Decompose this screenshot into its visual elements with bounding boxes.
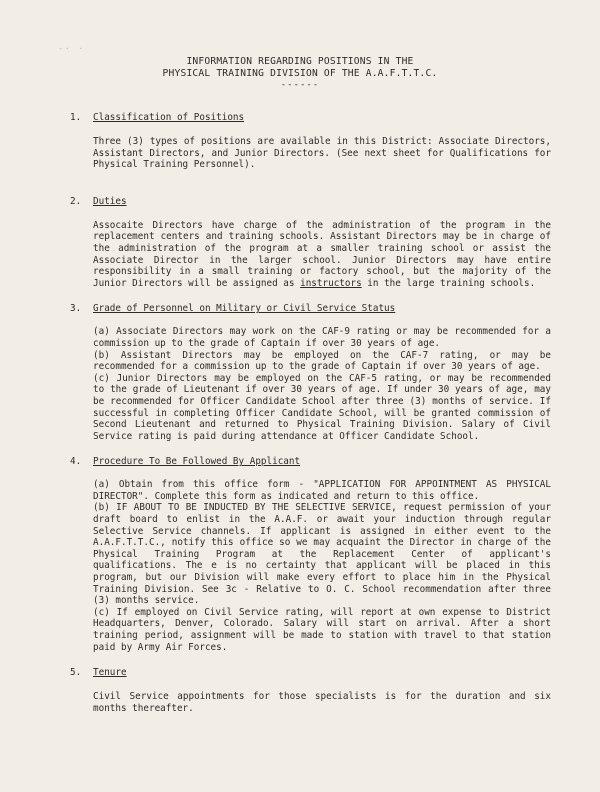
section-heading: [70, 667, 550, 679]
section-tenure: [70, 667, 550, 714]
section-number: 5.: [70, 667, 82, 679]
section-heading: [70, 196, 550, 208]
paragraph: Civil Service appointments for those specialists is for the duration and six months thereafter.: [93, 691, 551, 714]
section-grade: [70, 303, 550, 442]
section-text: [93, 479, 551, 653]
title-line-2: PHYSICAL TRAINING DIVISION OF THE A.A.F.T.T.C.: [162, 68, 438, 79]
margin-marks: -· ·: [58, 44, 86, 53]
paragraph-b: (b) IF ABOUT TO BE INDUCTED BY THE SELECTIVE SERVICE, request permission of your draft board to enlist in the A.A.F. or await your induction through regular Selective Service channels. If applicant is assigned in either event to the A.A.F.T.T.C., notify this office so we may acquaint the Director in charge of the Physical Training Program at the Replacement Center of applicant's qualifications. The e is no certainty that applicant will be placed in this program, but our Division will make every effort to place him in the Physical Training Division. See 3c - Relative to O. C. School recommendation after three (3) months service.: [93, 502, 551, 607]
section-text: [93, 326, 551, 442]
section-heading: [70, 112, 550, 124]
section-text: [93, 220, 551, 290]
section-duties: [70, 196, 550, 290]
section-title: Duties: [93, 195, 127, 207]
document-title: [0, 56, 600, 90]
text-after: in the large training schools.: [367, 277, 536, 289]
emphasized-word: instructors: [300, 277, 362, 289]
section-text: [93, 136, 551, 171]
title-rule: ------: [280, 80, 320, 90]
section-title: Grade of Personnel on Military or Civil Service Status: [93, 303, 396, 315]
section-heading: [70, 303, 550, 315]
paragraph-a: (a) Obtain from this office form - "APPLICATION FOR APPOINTMENT AS PHYSICAL DIRECTOR". Complete this form as indicated and return to this office.: [93, 479, 551, 502]
paragraph-c: (c) If employed on Civil Service rating, will report at own expense to District Headquarters, Denver, Colorado. Salary will start on arrival. After a short training period, assignment will be made to station with travel to that station paid by Army Air Forces.: [93, 606, 551, 653]
title-line-1: INFORMATION REGARDING POSITIONS IN THE: [186, 56, 414, 67]
section-title: Tenure: [93, 667, 127, 679]
section-number: 2.: [70, 195, 82, 207]
section-title: Procedure To Be Followed By Applicant: [93, 456, 301, 468]
section-title: Classification of Positions: [93, 112, 245, 123]
section-text: [93, 691, 551, 714]
section-number: 4.: [70, 456, 82, 468]
section-heading: [70, 456, 550, 468]
section-number: 3.: [70, 303, 82, 315]
section-procedure: [70, 456, 550, 653]
paragraph-c: (c) Junior Directors may be employed on the CAF-5 rating, or may be recommended to the grade of Lieutenant if over 30 years of age. If under 30 years of age, may be recommended for Officer Candidate School after three (3) months of service. If successful in completing Officer Candidate School, will be granted commission of Second Lieutenant and returned to Physical Training Division. Salary of Civil Service rating is paid during attendance at Officer Candidate School.: [93, 372, 551, 442]
section-number: 1.: [70, 112, 82, 123]
document-body: [70, 112, 550, 714]
paragraph-b: (b) Assistant Directors may be employed on the CAF-7 rating, or may be recommended for a commission up to the grade of Captain if over 30 years of age.: [93, 349, 551, 373]
paragraph-a: (a) Associate Directors may work on the CAF-9 rating or may be recommended for a commission up to the grade of Captain if over 30 years of age.: [93, 326, 551, 349]
text-before: Assocaite Directors have charge of the administration of the program in the replacement centers and training schools. Assistant Directors may be in charge of the administration of the program at a smaller training school or assist the Associate Director in the larger school. Junior Directors may have entire responsibility in a small training or factory school, but the majority of the Junior Directors will be assigned as: [93, 219, 551, 289]
paragraph: Three (3) types of positions are available in this District: Associate Directors, Assistant Directors, and Junior Directors. (See next sheet for Qualifications for Physical Training Personnel).: [93, 136, 551, 171]
section-classification: [70, 112, 550, 171]
paragraph: [93, 220, 551, 290]
